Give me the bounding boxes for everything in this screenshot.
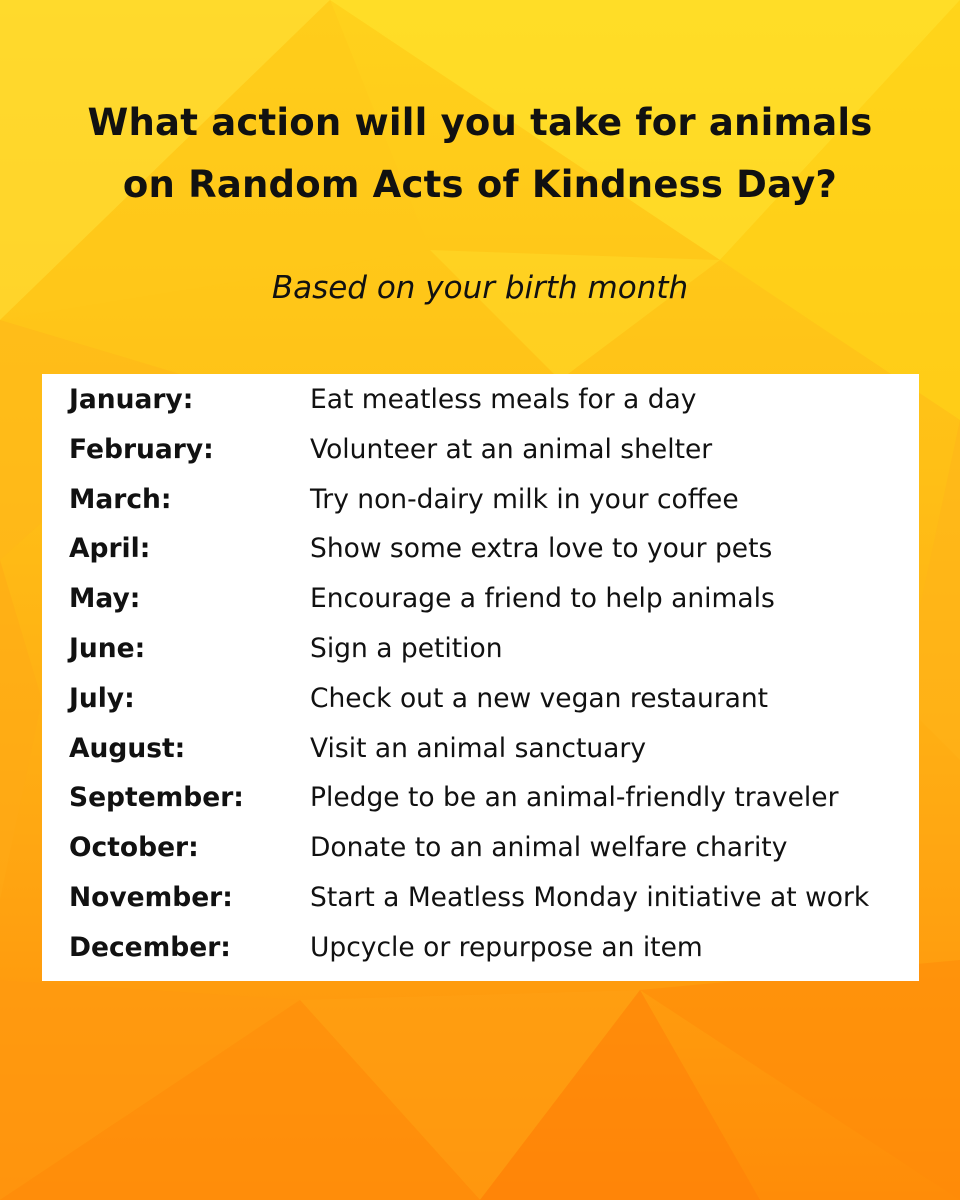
list-item (42, 583, 919, 633)
action-text: Pledge to be an animal-friendly traveler (310, 782, 839, 814)
month-label: July: (69, 682, 135, 714)
title-line-1: What action will you take for animals (87, 101, 873, 144)
subtitle: Based on your birth month (271, 270, 689, 306)
month-label: November: (69, 881, 233, 913)
list-item (42, 733, 919, 783)
action-text: Eat meatless meals for a day (310, 384, 697, 415)
month-label: October: (69, 832, 199, 864)
list-item (42, 932, 919, 982)
month-label: September: (69, 782, 244, 814)
month-label: April: (69, 533, 151, 565)
action-text: Visit an animal sanctuary (310, 732, 646, 764)
action-text: Sign a petition (310, 632, 503, 664)
action-text: Volunteer at an animal shelter (310, 433, 713, 465)
list-item (42, 832, 919, 882)
action-text: Show some extra love to your pets (310, 533, 773, 565)
month-label: March: (69, 483, 172, 515)
month-label: December: (69, 931, 231, 963)
action-text: Check out a new vegan restaurant (310, 682, 769, 714)
page-title (0, 92, 960, 216)
list-item (42, 633, 919, 683)
list-item (42, 434, 919, 484)
month-actions-panel (42, 374, 919, 981)
month-label: January: (69, 384, 194, 415)
month-label: August: (69, 732, 186, 764)
list-item (42, 882, 919, 932)
action-text: Start a Meatless Monday initiative at work (310, 881, 870, 913)
list-item (42, 484, 919, 534)
action-text: Try non-dairy milk in your coffee (310, 483, 739, 515)
month-label: February: (69, 433, 214, 465)
action-text: Donate to an animal welfare charity (310, 832, 788, 864)
month-label: May: (69, 583, 141, 615)
list-item (42, 683, 919, 733)
action-text: Encourage a friend to help animals (310, 583, 775, 615)
list-item (42, 384, 919, 434)
title-line-2: on Random Acts of Kindness Day? (122, 163, 838, 206)
list-item (42, 782, 919, 832)
month-label: June: (69, 632, 146, 664)
action-text: Upcycle or repurpose an item (310, 931, 703, 963)
list-item (42, 533, 919, 583)
